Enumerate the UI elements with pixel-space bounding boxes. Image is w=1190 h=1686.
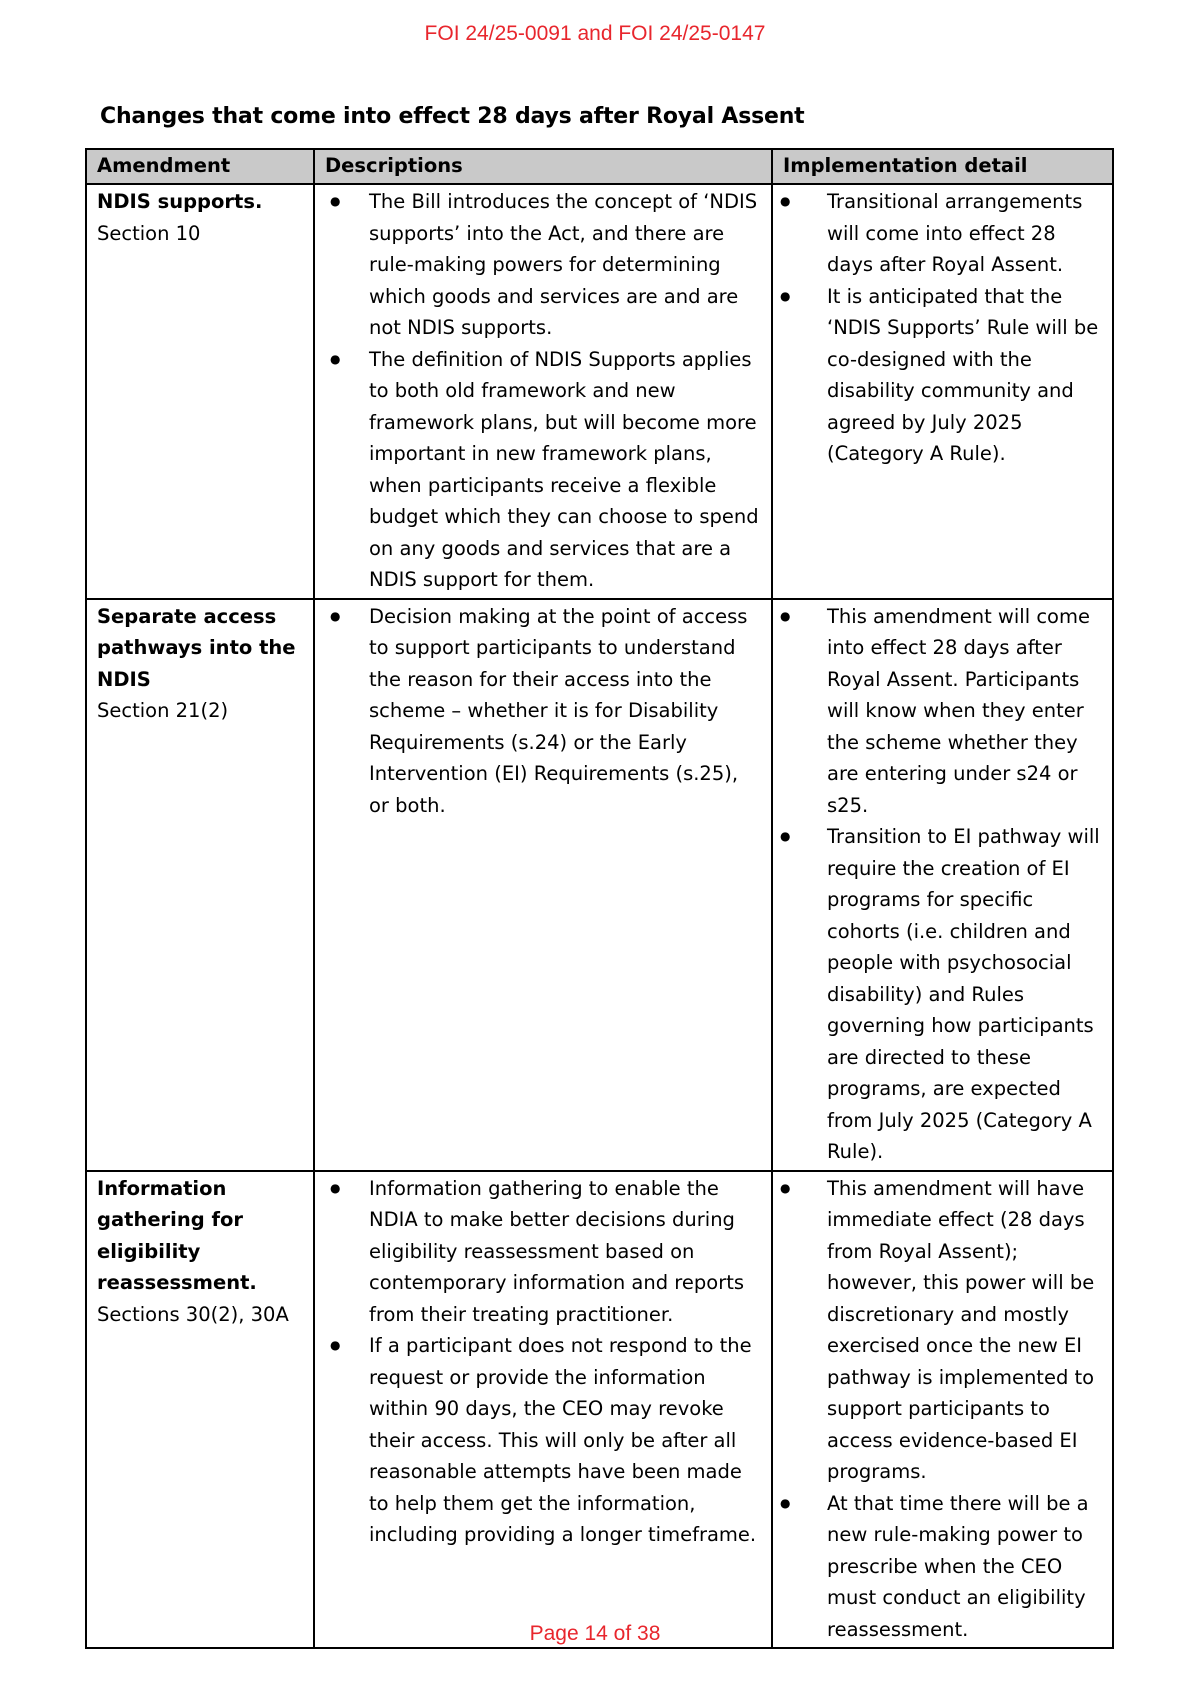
column-header-descriptions: Descriptions (314, 149, 772, 184)
amendment-section: Sections 30(2), 30A (97, 1302, 289, 1326)
implementation-cell (772, 184, 1113, 599)
list-item: ● Transition to EI pathway will require the creation of EI programs for specific cohorts (i.e. children and people with psychosocial disability) and Rules governing how participants are directed to these programs, are expected from July 2025 (Category A Rule). (783, 821, 1104, 1168)
table-row (86, 1171, 1113, 1649)
implementation-list (783, 1173, 1104, 1646)
table-row (86, 599, 1113, 1171)
implementation-list (783, 186, 1104, 470)
list-item: ● This amendment will come into effect 28 days after Royal Assent. Participants will know when they enter the scheme whether they are entering under s24 or s25. (783, 601, 1104, 822)
list-item: ● The definition of NDIS Supports applies to both old framework and new framework plans, but will become more important in new framework plans, when participants receive a flexible budget which they can choose to spend on any goods and services that are a NDIS support for them. (325, 344, 763, 596)
amendments-table (85, 148, 1114, 1649)
implementation-cell (772, 599, 1113, 1171)
amendment-cell (86, 599, 314, 1171)
list-item: ● The Bill introduces the concept of ‘NDIS supports’ into the Act, and there are rule-making powers for determining which goods and services are and are not NDIS supports. (325, 186, 763, 344)
descriptions-cell (314, 184, 772, 599)
table-header-row (86, 149, 1113, 184)
amendment-title: Separate access pathways into the NDIS (97, 604, 296, 691)
amendment-title: NDIS supports. (97, 190, 263, 213)
section-heading: Changes that come into effect 28 days after Royal Assent (100, 104, 805, 129)
descriptions-list (325, 1173, 763, 1551)
column-header-amendment: Amendment (86, 149, 314, 184)
list-item: ● Decision making at the point of access to support participants to understand the reason for their access into the scheme – whether it is for Disability Requirements (s.24) or the Early Intervention (EI) Requirements (s.25), or both. (325, 601, 763, 822)
column-header-implementation: Implementation detail (772, 149, 1113, 184)
list-item: ● Transitional arrangements will come into effect 28 days after Royal Assent. (783, 186, 1104, 281)
amendment-section: Section 10 (97, 221, 201, 245)
foi-reference-header: FOI 24/25-0091 and FOI 24/25-0147 (424, 22, 766, 45)
descriptions-cell (314, 1171, 772, 1649)
descriptions-list (325, 186, 763, 596)
implementation-list (783, 601, 1104, 1168)
list-item: ● At that time there will be a new rule-making power to prescribe when the CEO must conduct an eligibility reassessment. (783, 1488, 1104, 1646)
amendment-cell (86, 1171, 314, 1649)
amendment-section: Section 21(2) (97, 699, 229, 722)
list-item: ● If a participant does not respond to the request or provide the information within 90 days, the CEO may revoke their access. This will only be after all reasonable attempts have been made to help them get the information, including providing a longer timeframe. (325, 1330, 763, 1551)
list-item: ● It is anticipated that the ‘NDIS Supports’ Rule will be co-designed with the disability community and agreed by July 2025 (Category A Rule). (783, 281, 1104, 470)
descriptions-cell (314, 599, 772, 1171)
amendment-cell (86, 184, 314, 599)
implementation-cell (772, 1171, 1113, 1649)
amendment-title: Information gathering for eligibility reassessment. (97, 1176, 257, 1294)
page-number-footer: Page 14 of 38 (529, 1622, 661, 1645)
list-item: ● This amendment will have immediate effect (28 days from Royal Assent); however, this power will be discretionary and mostly exercised once the new EI pathway is implemented to support participants to access evidence-based EI programs. (783, 1173, 1104, 1488)
list-item: ● Information gathering to enable the NDIA to make better decisions during eligibility reassessment based on contemporary information and reports from their treating practitioner. (325, 1173, 763, 1331)
table-row (86, 184, 1113, 599)
descriptions-list (325, 601, 763, 822)
